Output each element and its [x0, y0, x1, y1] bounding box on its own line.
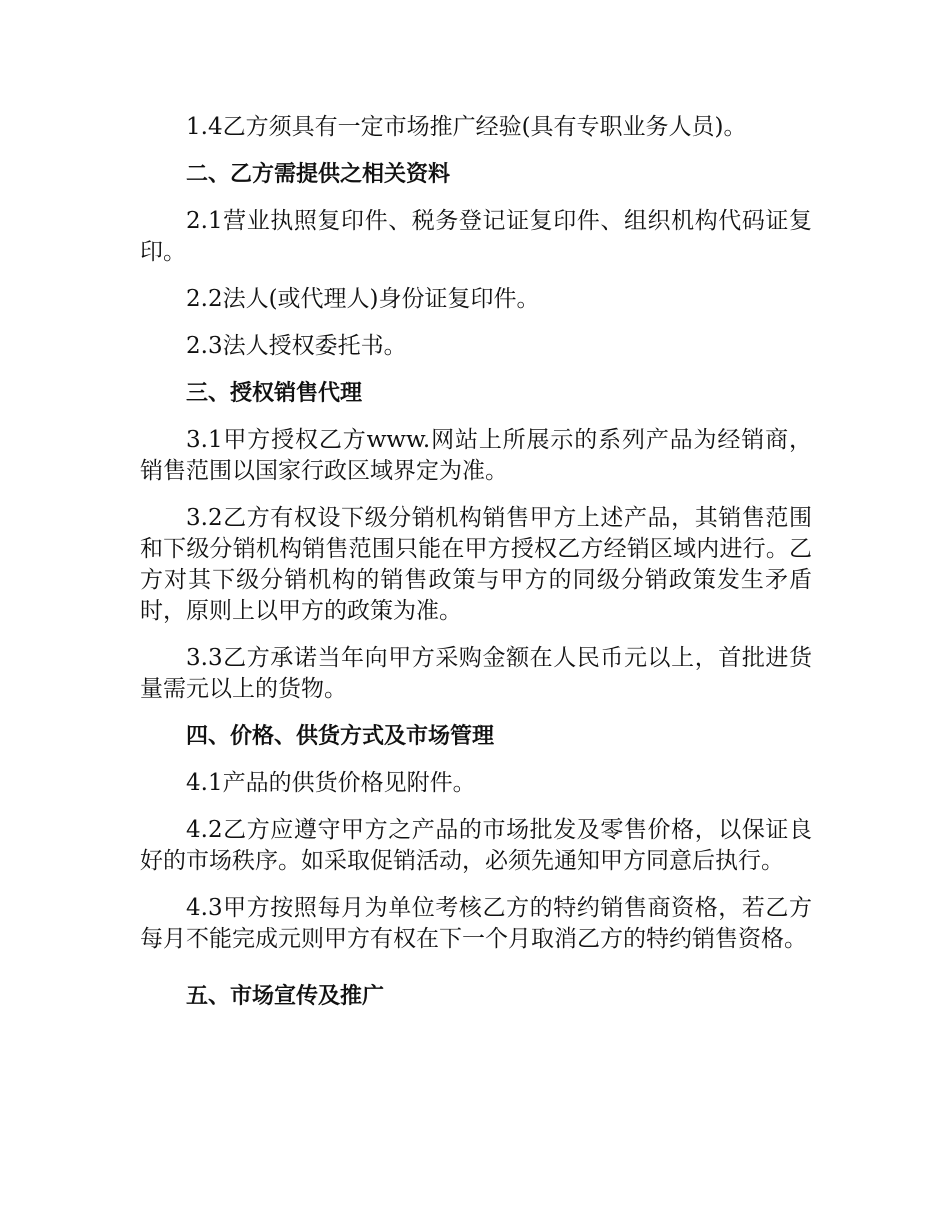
clause-2-1: 2.1营业执照复印件、税务登记证复印件、组织机构代码证复印。: [140, 208, 812, 265]
section-heading-3: 三、授权销售代理: [186, 381, 363, 406]
clause-2-3: 2.3法人授权委托书。: [186, 333, 407, 359]
document-page: [140, 112, 812, 1028]
clause-3-3: 3.3乙方承诺当年向甲方采购金额在人民币元以上，首批进货量需元以上的货物。: [140, 645, 812, 702]
clause-1-4: 1.4乙方须具有一定市场推广经验(具有专职业务人员)。: [186, 114, 747, 140]
clause-2-2: 2.2法人(或代理人)身份证复印件。: [186, 286, 540, 312]
clause-3-1: 3.1甲方授权乙方www.网站上所展示的系列产品为经销商，销售范围以国家行政区域界定为准。: [140, 427, 812, 484]
clause-4-2: 4.2乙方应遵守甲方之产品的市场批发及零售价格，以保证良好的市场秩序。如采取促销活动，必须先通知甲方同意后执行。: [140, 817, 812, 874]
section-heading-4: 四、价格、供货方式及市场管理: [186, 724, 495, 749]
clause-4-3: 4.3甲方按照每月为单位考核乙方的特约销售商资格，若乙方每月不能完成元则甲方有权在下一个月取消乙方的特约销售资格。: [140, 895, 812, 952]
section-heading-5: 五、市场宣传及推广: [186, 984, 385, 1009]
section-heading-2: 二、乙方需提供之相关资料: [186, 162, 451, 187]
clause-4-1: 4.1产品的供货价格见附件。: [186, 770, 476, 796]
clause-3-2: 3.2乙方有权设下级分销机构销售甲方上述产品，其销售范围和下级分销机构销售范围只能在甲方授权乙方经销区域内进行。乙方对其下级分销机构的销售政策与甲方的同级分销政策发生矛盾时，原则上以甲方的政策为准。: [140, 505, 812, 624]
